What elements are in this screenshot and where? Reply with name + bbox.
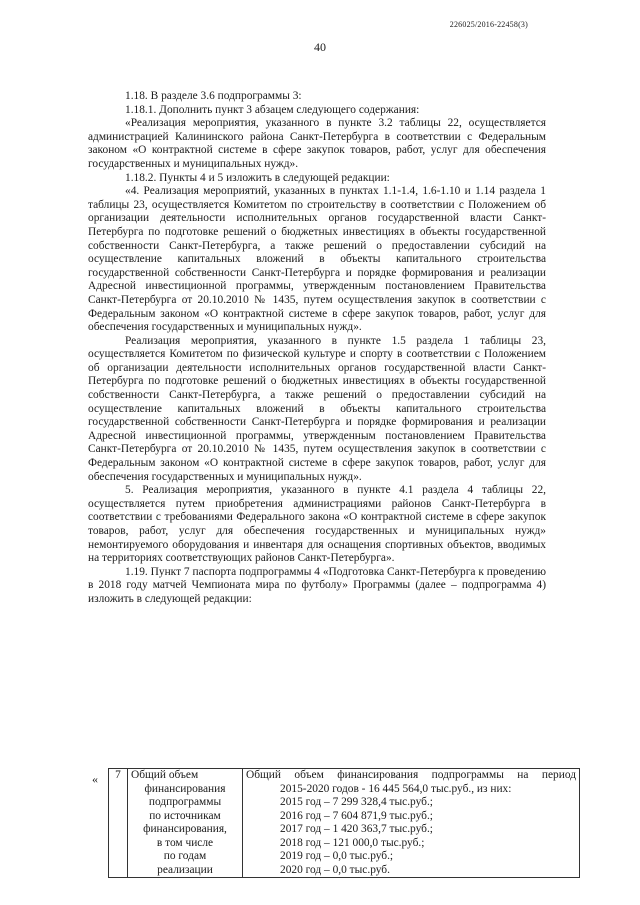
label-line: реализации (157, 863, 213, 876)
paragraph-1-18-2: 1.18.2. Пункты 4 и 5 изложить в следующей редакции: (125, 171, 390, 184)
table-row (109, 769, 580, 878)
value-line: 2016 год – 7 604 871,9 тыс.руб.; (280, 809, 433, 822)
document-id: 226025/2016-22458(3) (449, 20, 528, 29)
value-line: 2015-2020 годов - 16 445 564,0 тыс.руб., из них: (280, 782, 512, 795)
label-line: финансирования, (143, 823, 227, 835)
opening-quote: « (92, 772, 98, 786)
value-line: 2020 год – 0,0 тыс.руб. (280, 863, 390, 876)
label-cell (128, 769, 243, 878)
paragraph-item-5: 5. Реализация мероприятия, указанного в пункте 4.1 раздела 4 таблицы 22, осуществляется путем приобретения администрациями районов Санкт-Петербурга в соответствии с требованиями Федерального закона «О контрактной системе в сфере закупок товаров, работ, услуг для обеспечения государственных и муниципальных нужд» немонтируемого оборудования и инвентаря для оснащения спортивных объектов, вводимых на территориях соответствующих районов Санкт-Петербурга». (88, 484, 546, 565)
value-line: 2019 год – 0,0 тыс.руб.; (280, 850, 394, 862)
financing-table (108, 768, 580, 878)
page-number: 40 (314, 40, 326, 54)
document-body (88, 90, 546, 607)
label-line: по источникам (149, 809, 221, 822)
paragraph-item-4: «4. Реализация мероприятий, указанных в пунктах 1.1-1.4, 1.6-1.10 и 1.14 раздела 1 таблицы 23, осуществляется Комитетом по строительству в соответствии с Положением об организации деятельности исполнительных органов государственной власти Санкт-Петербурга по подготовке решений о бюджетных инвестициях в объекты государственной собственности Санкт-Петербурга, а также решений о предоставлении субсидий на осуществление капитальных вложений в объекты капитального строительства государственной собственности Санкт-Петербурга и порядке формирования и реализации Адресной инвестиционной программы, утвержденным постановлением Правительства Санкт-Петербурга от 20.10.2010 № 1435, путем осуществления закупок в соответствии с Федеральным законом «О контрактной системе в сфере закупок товаров, работ, услуг для обеспечения государственных и муниципальных нужд». (88, 185, 546, 334)
row-number-cell: 7 (109, 769, 128, 878)
label-line: в том числе (156, 836, 214, 849)
paragraph-1-18: 1.18. В разделе 3.6 подпрограммы 3: (125, 90, 302, 102)
value-line: Общий объем финансирования подпрограммы на период (246, 769, 576, 781)
value-cell (243, 769, 580, 878)
value-line: 2018 год – 121 000,0 тыс.руб.; (280, 836, 425, 849)
value-line: 2015 год – 7 299 328,4 тыс.руб.; (280, 796, 433, 808)
paragraph-1-19: 1.19. Пункт 7 паспорта подпрограммы 4 «Подготовка Санкт-Петербурга к проведению в 2018 году матчей Чемпионата мира по футболу» Программы (далее – подпрограмма 4) изложить в следующей редакции: (88, 565, 546, 605)
paragraph-addition-text: «Реализация мероприятия, указанного в пункте 3.2 таблицы 22, осуществляется администрацией Калининского района Санкт-Петербурга в соответствии с Федеральным законом «О контрактной системе в сфере закупок товаров, работ, услуг для обеспечения государственных и муниципальных нужд». (88, 117, 546, 170)
label-line: по годам (163, 850, 207, 862)
label-line: финансирования (144, 782, 226, 795)
value-line: 2017 год – 1 420 363,7 тыс.руб.; (280, 823, 433, 835)
label-line: Общий объем (131, 769, 199, 781)
paragraph-item-4-part-2: Реализация мероприятия, указанного в пункте 1.5 раздела 1 таблицы 23, осуществляется Комитетом по физической культуре и спорту в соответствии с Положением об организации деятельности исполнительных органов государственной власти Санкт-Петербурга по подготовке решений о бюджетных инвестициях в объекты государственной собственности Санкт-Петербурга, а также решений о предоставлении субсидий на осуществление капитальных вложений в объекты капитального строительства государственной собственности Санкт-Петербурга и порядке формирования и реализации Адресной инвестиционной программы, утвержденным постановлением Правительства Санкт-Петербурга от 20.10.2010 № 1435, путем осуществления закупок в соответствии с Федеральным законом «О контрактной системе в сфере закупок товаров, работ, услуг для обеспечения государственных и муниципальных нужд». (88, 334, 546, 483)
label-line: подпрограммы (148, 796, 222, 808)
paragraph-1-18-1: 1.18.1. Дополнить пункт 3 абзацем следующего содержания: (125, 103, 420, 116)
